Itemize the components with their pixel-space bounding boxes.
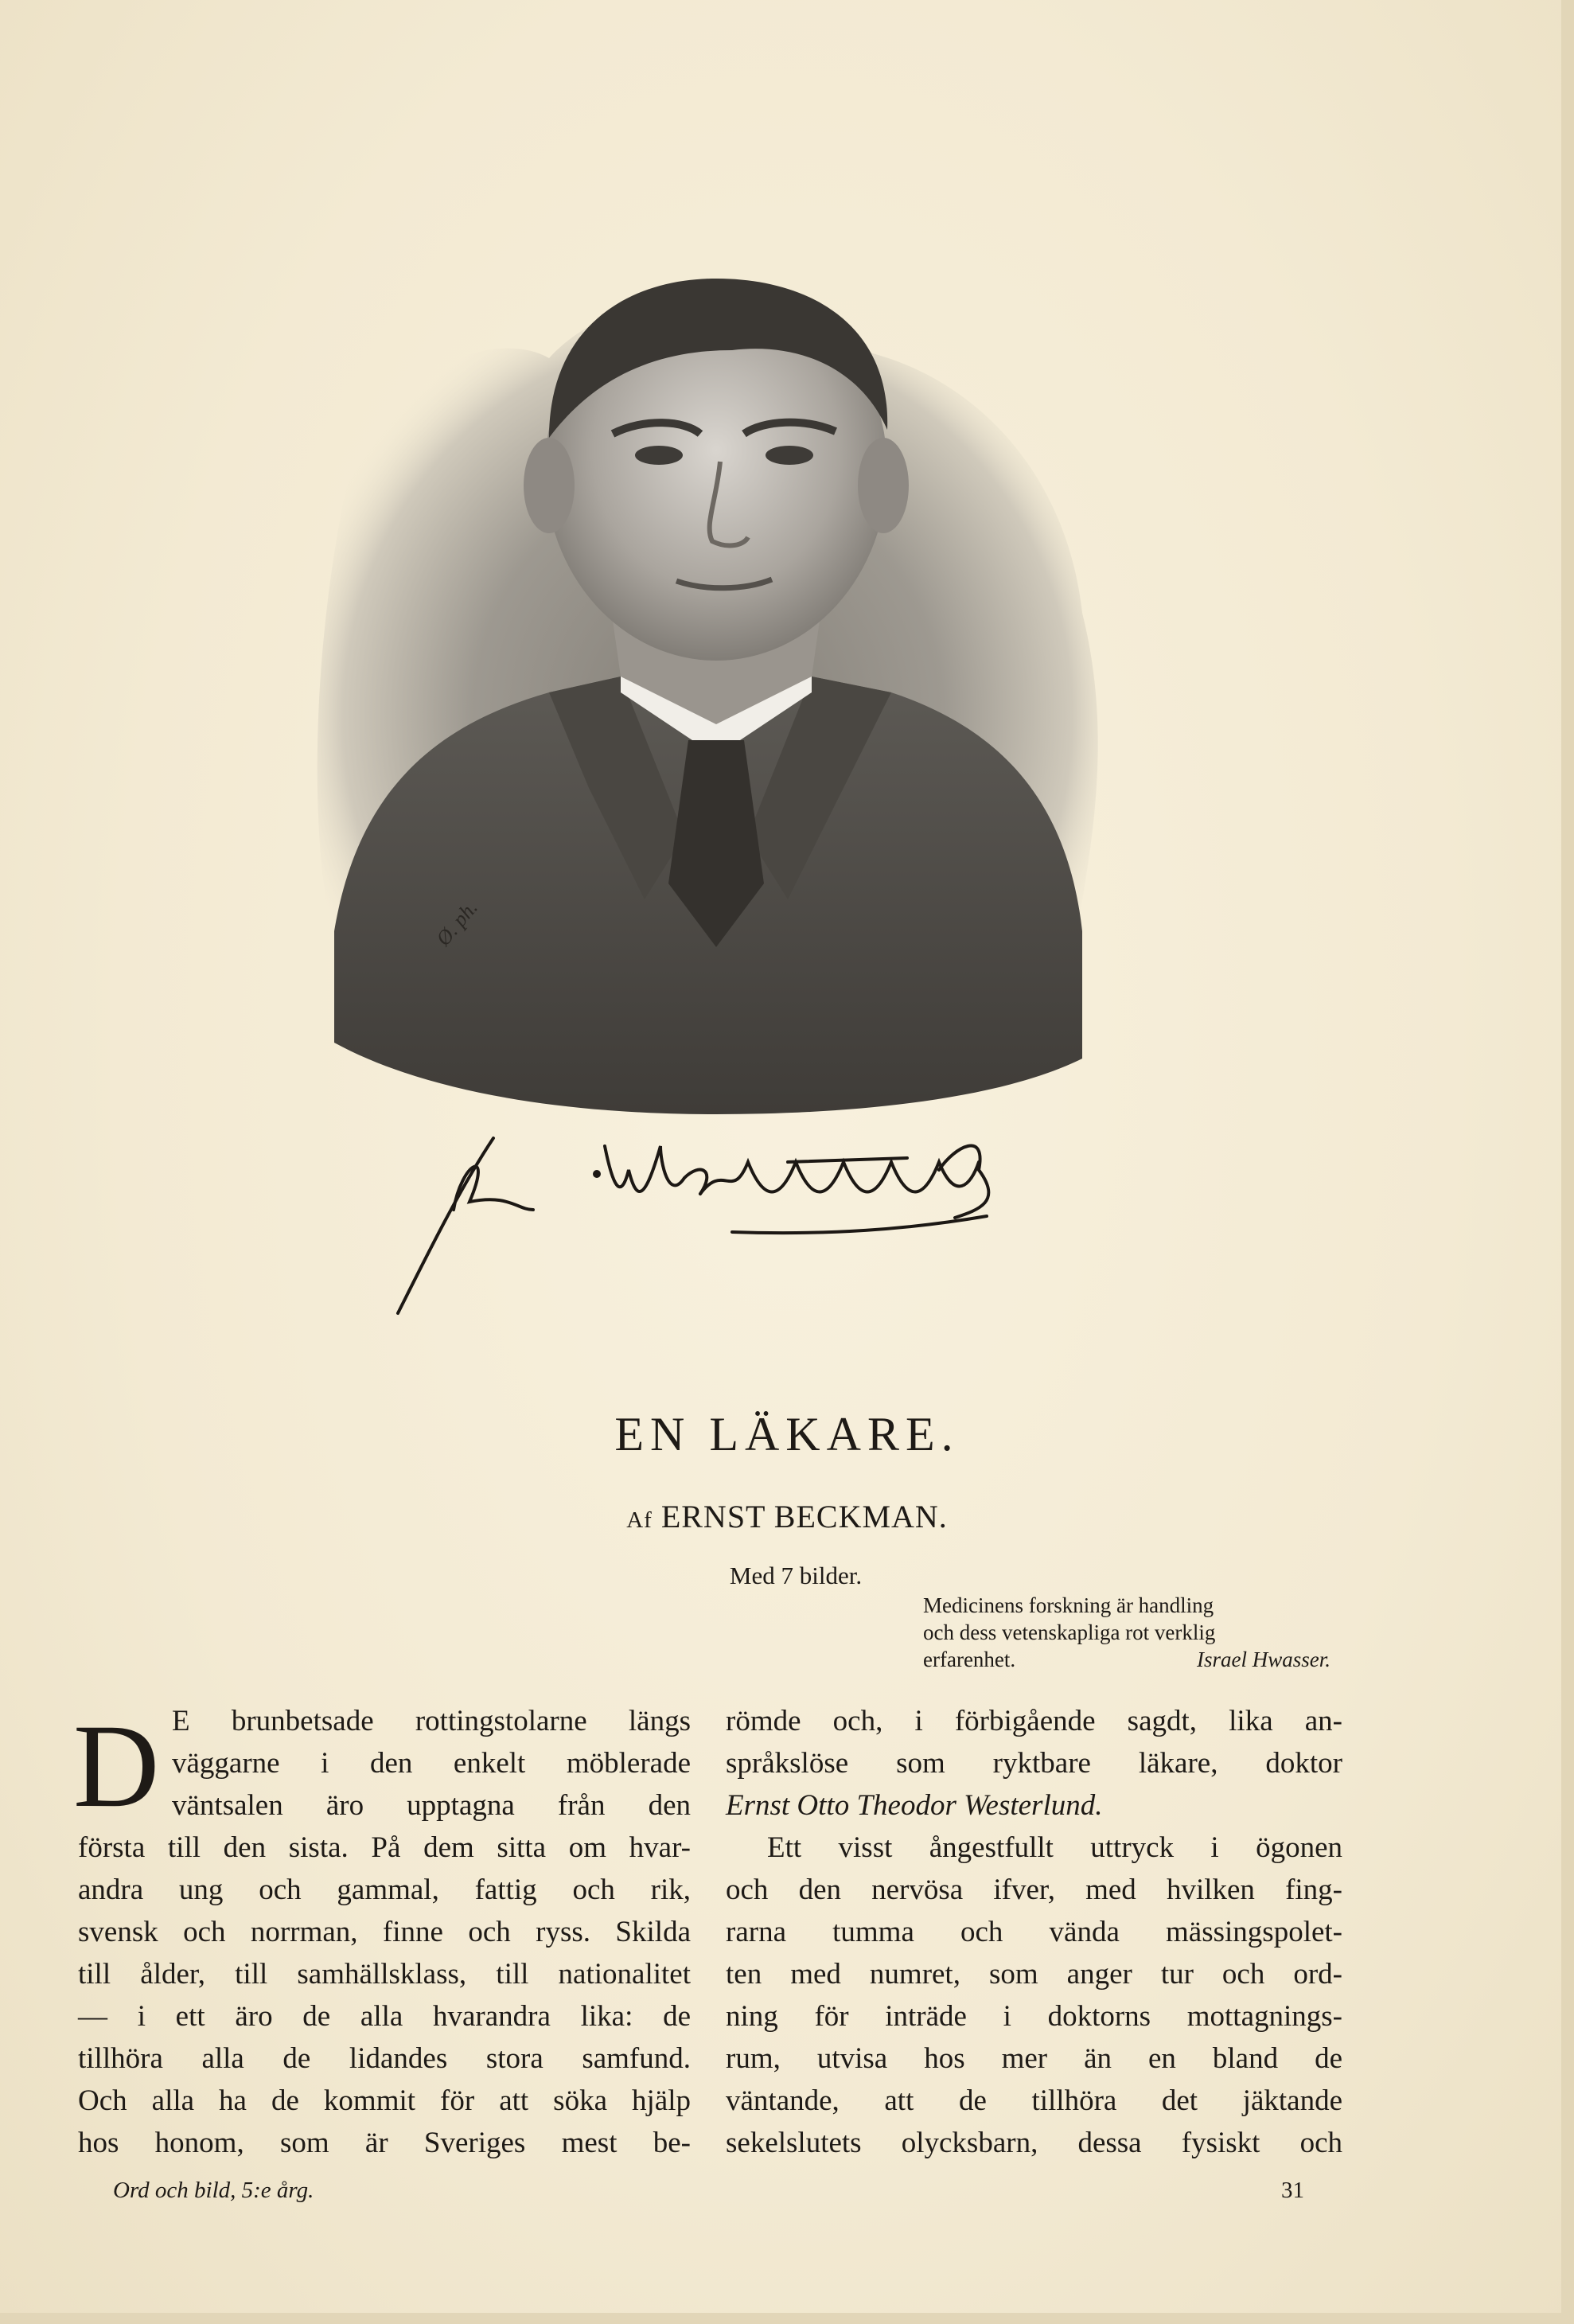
body-line: sekelslutets olycksbarn, dessa fysiskt och (726, 2127, 1342, 2159)
body-line: Och alla ha de kommit för att söka hjälp (78, 2084, 691, 2117)
body-line: ten med numret, som anger tur och ord- (726, 1958, 1342, 1991)
journal-footer: Ord och bild, 5:e årg. (113, 2178, 314, 2203)
body-line: andra ung och gammal, fattig och rik, (78, 1874, 691, 1906)
body-line: väggarne i den enkelt möblerade (172, 1747, 691, 1780)
body-line: hos honom, som är Sveriges mest be- (78, 2127, 691, 2159)
body-line: Ett visst ångestfullt uttryck i ögonen (767, 1831, 1342, 1864)
byline-author: ERNST BECKMAN. (660, 1499, 948, 1534)
byline-prefix: Af (626, 1507, 653, 1533)
body-line: till ålder, till samhällsklass, till nationalitet (78, 1958, 691, 1991)
epigraph-author: Israel Hwasser. (1196, 1647, 1330, 1671)
body-line: väntsalen äro upptagna från den (172, 1789, 691, 1822)
handwritten-signature-icon (350, 1114, 1114, 1321)
body-line: tillhöra alla de lidandes stora samfund. (78, 2042, 691, 2075)
body-line: E brunbetsade rottingstolarne längs (172, 1705, 691, 1737)
epigraph-line: Medicinens forskning är handling (923, 1593, 1214, 1617)
body-line: och den nervösa ifver, med hvilken fing- (726, 1874, 1342, 1906)
body-line: rum, utvisa hos mer än en bland de (726, 2042, 1342, 2075)
article-byline (0, 1498, 1574, 1535)
body-line: Ernst Otto Theodor Westerlund. (726, 1789, 1103, 1822)
body-line: svensk och norrman, finne och ryss. Skilda (78, 1916, 691, 1948)
body-line: ning för inträde i doktorns mottagnings- (726, 2000, 1342, 2033)
epigraph-line: erfarenhet. (923, 1647, 1016, 1671)
body-line: — i ett äro de alla hvarandra lika: de (78, 2000, 691, 2033)
body-line: römde och, i förbigående sagdt, lika an- (726, 1705, 1342, 1737)
body-line: rarna tumma och vända mässingspolet- (726, 1916, 1342, 1948)
page-number: 31 (1281, 2178, 1304, 2203)
epigraph (923, 1592, 1337, 1673)
article-title: EN LÄKARE. (614, 1408, 960, 1460)
photographer-mark: Ø. ph. (431, 895, 482, 950)
page-edge-right (1561, 0, 1574, 2324)
body-column-right (726, 1700, 1342, 2164)
epigraph-line: och dess vetenskapliga rot verklig (923, 1620, 1216, 1644)
body-line: första till den sista. På dem sitta om hvar- (78, 1831, 691, 1864)
body-line: väntande, att de tillhöra det jäktande (726, 2084, 1342, 2117)
page-edge-bottom (0, 2313, 1574, 2324)
body-column-left (73, 1700, 691, 2164)
body-line: språkslöse som ryktbare läkare, doktor (726, 1747, 1342, 1780)
epigraph-last-line (923, 1646, 1337, 1673)
portrait-photograph-icon (286, 231, 1130, 1122)
drop-cap: D (73, 1700, 160, 1832)
article-subtitle: Med 7 bilder. (729, 1562, 863, 1589)
